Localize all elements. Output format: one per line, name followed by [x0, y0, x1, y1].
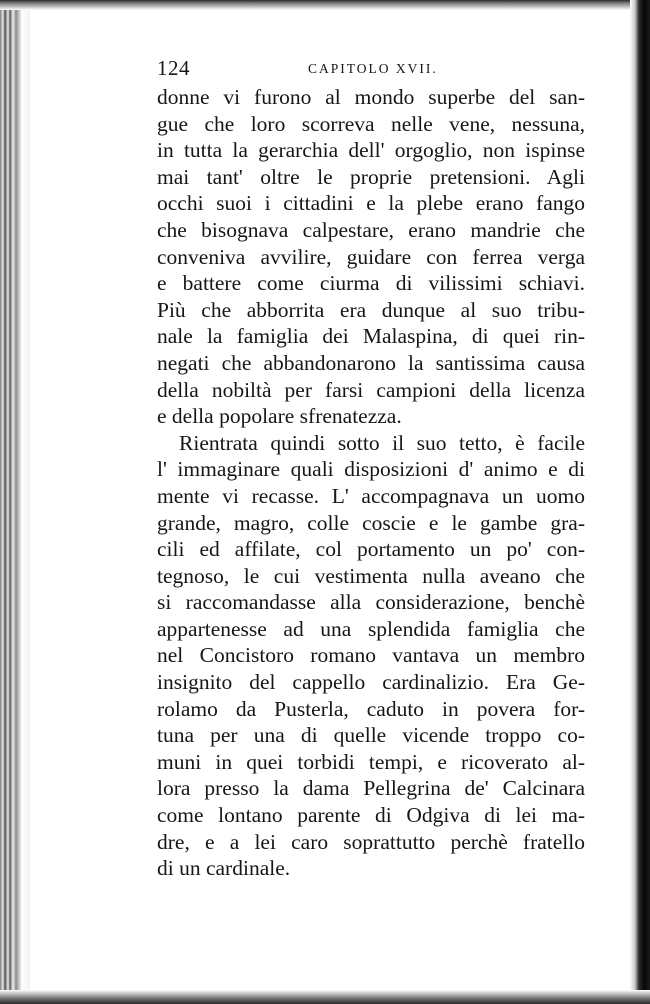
text-line: si raccomandasse alla considerazione, benchè [157, 590, 585, 615]
text-line: come lontano parente di Odgiva di lei ma- [157, 803, 585, 828]
book-page [145, 48, 590, 908]
text-line: muni in quei torbidi tempi, e ricoverato al- [157, 749, 585, 774]
text-line: grande, magro, colle coscie e le gambe gra- [157, 510, 585, 535]
text-line: e della popolare sfrenatezza. [157, 404, 402, 429]
text-line: conveniva avvilire, guidare con ferrea verga [157, 244, 585, 269]
text-line: mente vi recasse. L' accompagnava un uomo [157, 483, 585, 508]
text-line: mai tant' oltre le proprie pretensioni. Agli [157, 164, 585, 189]
text-line: dre, e a lei caro soprattutto perchè fratello [157, 829, 585, 854]
text-line: rolamo da Pusterla, caduto in povera for- [157, 696, 585, 721]
running-title: CAPITOLO XVII. [308, 61, 438, 76]
text-line: tegnoso, le cui vestimenta nulla aveano che [157, 563, 585, 588]
text-line: appartenesse ad una splendida famiglia che [157, 616, 585, 641]
bottom-edge [0, 990, 650, 1004]
text-line: Più che abborrita era dunque al suo tribu- [157, 297, 585, 322]
paragraph-2 [157, 430, 585, 882]
page-number: 124 [157, 56, 190, 80]
text-line: della nobiltà per farsi campioni della licenza [157, 377, 585, 402]
text-line: gue che loro scorreva nelle vene, nessuna, [157, 111, 585, 136]
text-line: in tutta la gerarchia dell' orgoglio, non ispinse [157, 138, 585, 163]
top-shadow [0, 0, 650, 10]
text-line: insignito del cappello cardinalizio. Era Ge- [157, 670, 585, 695]
text-line: Rientrata quindi sotto il suo tetto, è facile [179, 430, 585, 455]
text-line: e battere come ciurma di vilissimi schiavi. [157, 271, 585, 296]
text-line: tuna per una di quelle vicende troppo co- [157, 723, 585, 748]
text-line: occhi suoi i cittadini e la plebe erano fango [157, 191, 585, 216]
text-line: che bisognava calpestare, erano mandrie che [157, 217, 585, 242]
text-line: nel Concistoro romano vantava un membro [157, 643, 585, 668]
text-line: di un cardinale. [157, 856, 291, 881]
text-line: lora presso la dama Pellegrina de' Calcinara [157, 776, 585, 801]
text-line: nale la famiglia dei Malaspina, di quei rin- [157, 324, 585, 349]
paragraph-1 [157, 84, 585, 430]
text-line: l' immaginare quali disposizioni d' animo e di [157, 457, 585, 482]
book-binding [630, 0, 650, 1004]
text-line: cili ed affilate, col portamento un po' con- [157, 537, 585, 562]
body-text [145, 84, 585, 882]
running-head [145, 48, 590, 84]
text-line: donne vi furono al mondo superbe del san- [157, 85, 585, 109]
text-line: negati che abbandonarono la santissima causa [157, 350, 585, 375]
page-stack-edge [0, 0, 30, 1004]
